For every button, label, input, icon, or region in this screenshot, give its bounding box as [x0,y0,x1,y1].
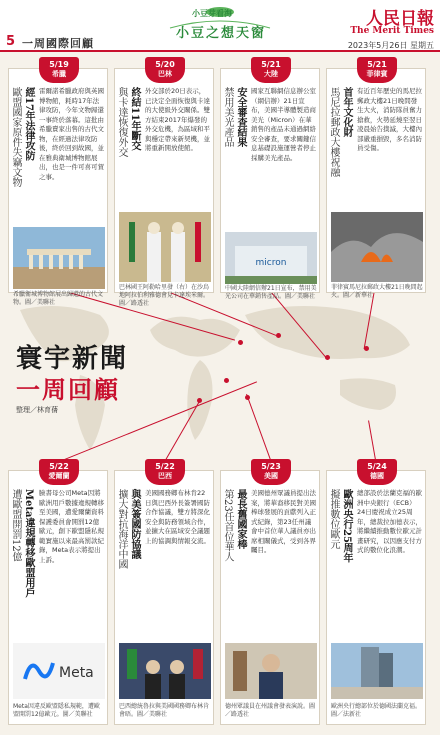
card-headline: 最長舊國家棒 第23任首位華人 [222,489,246,562]
news-card-greece [8,60,108,306]
map-marker [325,355,330,360]
card-headline: 與美簽國防協議 擴大對抗海洋中國 [116,489,140,569]
card-headline: 終結11年斷交 與卡達恢復外交 [116,87,140,157]
date-place-badge: 5/20 巴林 [145,57,185,83]
map-marker [238,340,243,345]
svg-text:micron: micron [255,258,287,268]
acropolis-photo [13,227,105,289]
news-card-mainland [220,60,320,300]
photo-caption: 巴林國王阿勒哈里發（右）在沙烏地阿拉伯利雅德會見卡達埃米爾。圖／路透社 [119,284,210,307]
photo-caption: 希臘衛城博物館展出歸還的古代文物。圖／美聯社 [13,291,104,306]
date-place-badge: 5/24 德國 [357,459,397,485]
map-marker [197,398,202,403]
leaders-photo [119,212,211,282]
photo-caption: 歐洲央行總部位於德國法蘭克福。圖／法新社 [331,703,422,718]
news-card-ireland [8,462,108,725]
page-number: 5 [6,34,16,49]
column-logo [150,6,290,44]
date-place-badge: 5/23 美國 [251,459,291,485]
news-card-brazil [114,462,214,725]
micron-building-photo [225,232,317,284]
date-place-badge: 5/19 希臘 [39,57,79,83]
editor-credit: 整理／林育蒨 [16,406,58,414]
masthead-english: The Merit Times [350,26,434,36]
news-card-bahrain [114,60,214,307]
map-marker [245,395,250,400]
news-card-philippines [326,60,426,299]
date-place-badge: 5/22 愛爾蘭 [39,459,79,485]
card-headline: 安全審查結果 禁用美光產品 [222,87,246,147]
photo-caption: 巴西總統魯拉與美國國務卿布林肯會晤。圖／美聯社 [119,703,210,718]
svg-text:Meta: Meta [59,665,94,681]
card-body: 總部設於法蘭克福的歐洲中央銀行（ECB）24日慶祝成立25周年，總裁拉加德表示，將繼續推動數位歐元計畫研究，以因應支付方式的數位化浪潮。 [357,489,422,554]
column-small-title: 小豆芽看海 [192,9,232,18]
photo-caption: 菲律賓馬尼拉郵政大樓21日晚間起火。圖／新華社 [331,284,423,299]
section-title: 一周國際回顧 [22,37,94,50]
news-card-usa [220,462,320,725]
card-headline: Meta違規轉移歐盟用戶 遭歐盟開罰12億 [10,489,34,598]
photo-caption: Meta因違反歐盟隱私規範，遭歐盟開罰12億歐元。圖／美聯社 [13,703,100,718]
card-body: 外交部於20日表示，已決定全面恢復與卡達的大使級外交關係。雙方結束2017年爆發的外交危機，為區域和平與穩定帶來新契機，並將重新開放使館。 [145,87,210,152]
map-marker [224,378,229,383]
masthead: 人民日報 [366,9,434,29]
meeting-photo [119,643,211,699]
date-place-badge: 5/22 巴西 [145,459,185,485]
map-marker [364,346,369,351]
feature-subtitle: 一周回顧 [16,375,120,404]
ecb-tower-photo [331,643,423,699]
card-body: 美國國務卿布林肯22日與巴西外長簽署國防合作協議，雙方將深化安全與防務領域合作，並擴大在區域安全議題上的協調與情報交流。 [145,489,210,545]
card-body: 臉書母公司Meta因將歐洲用戶數據違規轉移至美國，遭愛爾蘭資料保護委員會開罰12億歐元，創下歐盟隱私規範實施以來最高罰款紀錄，Meta表示將提出上訴。 [39,489,104,564]
header-divider [0,50,440,52]
card-body: 國家互聯網信息辦公室（網信辦）21日宣布，美國半導體製造商美光（Micron）在華銷售的產品未通過網絡安全審查，要求關鍵信息基礎設施運營者停止採購美光產品。 [251,87,316,162]
card-headline: 歐洲央行25周年 擬推數位歐元 [328,489,352,563]
legislator-photo [225,643,317,699]
photo-caption: 中國大陸網信辦21日宣布，禁用美光公司在華銷售產品。圖／美聯社 [225,285,317,300]
news-card-germany [326,462,426,725]
card-body: 美國德州眾議員提出法案，將華裔移民對美國棒球發展的貢獻列入正式紀錄，第23任州議會中首位華人議員亦出席相關儀式，受到各界矚目。 [251,489,316,554]
fire-photo [331,212,423,282]
card-body: 雷爾諾希臘政府與英國博物館，耗時17年法律攻防，今年文物歸還一事終於落幕。這批由希臘賣家出售的古代文物，在經過法律攻防後，終於回到故國，並在雅典衛城博物館展出，也是一件可喜可賀之事。 [39,87,104,181]
map-marker [276,333,281,338]
date-place-badge: 5/21 大陸 [251,57,291,83]
date-place-badge: 5/21 菲律賓 [357,57,397,83]
column-title: 小豆之想天窗 [176,26,267,41]
issue-date: 2023年5月26日 星期五 [347,41,434,50]
card-headline: 經17年法律攻防 歐盟國家原件失竊文物 [10,87,34,187]
meta-logo-photo [13,643,105,699]
card-headline: 首年文化財 馬尼拉郵政大樓祝融 [328,87,352,177]
page-header [0,0,440,52]
photo-caption: 德州眾議員在州議會發表演說。圖／路透社 [225,703,316,718]
feature-title: 寰宇新聞 [16,344,129,374]
card-body: 有近百年歷史的馬尼拉郵政大樓21日晚間發生大火，消防隊員奮力搶救，火勢延燒至翌日凌晨始告撲滅，大樓內部嚴重損毀，多名消防員受傷。 [357,87,422,152]
